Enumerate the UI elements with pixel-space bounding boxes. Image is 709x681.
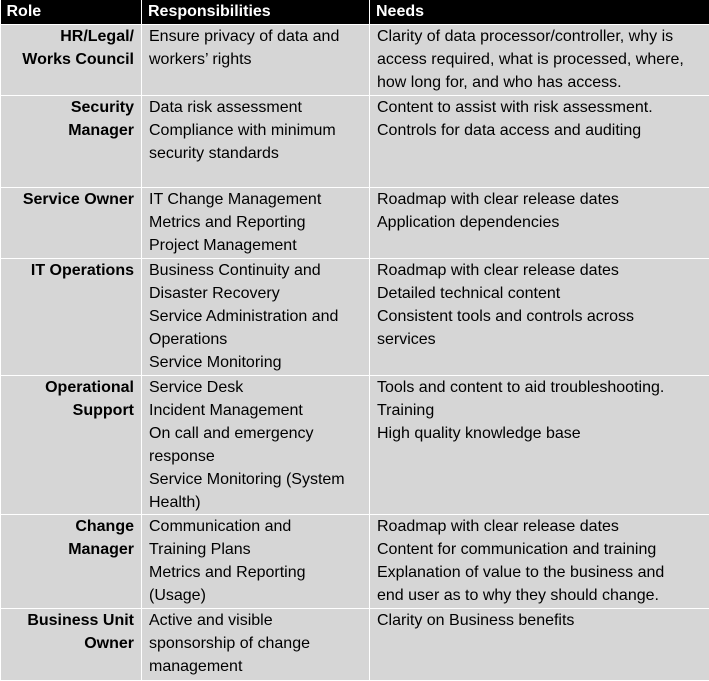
needs-cell — [370, 609, 709, 681]
table-header-row — [1, 0, 709, 25]
responsibilities-text-line: Service Monitoring (System — [149, 468, 363, 491]
responsibilities-text-line: IT Change Management — [149, 188, 363, 211]
needs-text-line: Roadmap with clear release dates — [377, 188, 703, 211]
table-row — [1, 609, 709, 681]
responsibilities-cell — [142, 96, 370, 188]
responsibilities-text-line: Business Continuity and — [149, 259, 363, 282]
responsibilities-text-line: Operations — [149, 328, 363, 351]
responsibilities-text-line: management — [149, 655, 363, 678]
needs-cell — [370, 96, 709, 188]
needs-text-line: Content for communication and training — [377, 538, 703, 561]
needs-text-line: Content to assist with risk assessment. — [377, 96, 703, 119]
responsibilities-text-line: Compliance with minimum — [149, 119, 363, 142]
role-cell — [1, 25, 142, 96]
responsibilities-text-line: Service Desk — [149, 376, 363, 399]
header-needs: Needs — [370, 0, 709, 25]
role-text-line: Works Council — [8, 48, 134, 71]
role-cell — [1, 96, 142, 188]
table-row — [1, 515, 709, 609]
responsibilities-text-line: response — [149, 445, 363, 468]
role-text-line: Owner — [8, 632, 134, 655]
role-text-line: Support — [8, 399, 134, 422]
role-text-line: Operational — [8, 376, 134, 399]
responsibilities-text-line: Service Administration and — [149, 305, 363, 328]
needs-text-line: how long for, and who has access. — [377, 71, 703, 94]
needs-text-line: Explanation of value to the business and — [377, 561, 703, 584]
responsibilities-text-line: Health) — [149, 491, 363, 514]
role-cell — [1, 515, 142, 609]
header-role: Role — [1, 0, 142, 25]
needs-text-line: services — [377, 328, 703, 351]
responsibilities-text-line: sponsorship of change — [149, 632, 363, 655]
role-cell — [1, 609, 142, 681]
table-row — [1, 259, 709, 376]
responsibilities-cell — [142, 259, 370, 376]
needs-text-line: High quality knowledge base — [377, 422, 703, 445]
responsibilities-text-line: On call and emergency — [149, 422, 363, 445]
responsibilities-text-line: (Usage) — [149, 584, 363, 607]
role-cell — [1, 259, 142, 376]
role-text-line: Security — [8, 96, 134, 119]
responsibilities-text-line: Communication and — [149, 515, 363, 538]
needs-text-line: end user as to why they should change. — [377, 584, 703, 607]
needs-cell — [370, 25, 709, 96]
responsibilities-text-line: security standards — [149, 142, 363, 165]
responsibilities-cell — [142, 515, 370, 609]
responsibilities-text-line: Metrics and Reporting — [149, 561, 363, 584]
needs-text-line: Clarity on Business benefits — [377, 609, 703, 632]
responsibilities-cell — [142, 376, 370, 515]
needs-cell — [370, 259, 709, 376]
role-cell — [1, 376, 142, 515]
role-cell — [1, 188, 142, 259]
needs-text-line: Roadmap with clear release dates — [377, 515, 703, 538]
responsibilities-cell — [142, 609, 370, 681]
role-text-line: Service Owner — [8, 188, 134, 211]
needs-text-line: Consistent tools and controls across — [377, 305, 703, 328]
responsibilities-text-line: Service Monitoring — [149, 351, 363, 374]
responsibilities-cell — [142, 25, 370, 96]
role-text-line: Business Unit — [8, 609, 134, 632]
role-text-line: HR/Legal/ — [8, 25, 134, 48]
role-text-line: Manager — [8, 538, 134, 561]
responsibilities-text-line: Ensure privacy of data and — [149, 25, 363, 48]
responsibilities-text-line: Metrics and Reporting — [149, 211, 363, 234]
needs-text-line: Detailed technical content — [377, 282, 703, 305]
responsibilities-text-line: Disaster Recovery — [149, 282, 363, 305]
responsibilities-text-line: Data risk assessment — [149, 96, 363, 119]
table-row — [1, 376, 709, 515]
table-row — [1, 96, 709, 188]
header-responsibilities: Responsibilities — [142, 0, 370, 25]
needs-cell — [370, 515, 709, 609]
needs-text-line: Application dependencies — [377, 211, 703, 234]
needs-cell — [370, 376, 709, 515]
needs-text-line: Training — [377, 399, 703, 422]
needs-text-line: Tools and content to aid troubleshooting. — [377, 376, 703, 399]
responsibilities-text-line: Project Management — [149, 234, 363, 257]
table-row — [1, 25, 709, 96]
needs-text-line: access required, what is processed, where, — [377, 48, 703, 71]
responsibilities-text-line: Training Plans — [149, 538, 363, 561]
needs-text-line: Controls for data access and auditing — [377, 119, 703, 142]
needs-text-line: Clarity of data processor/controller, why is — [377, 25, 703, 48]
role-text-line: Manager — [8, 119, 134, 142]
role-text-line: Change — [8, 515, 134, 538]
responsibilities-text-line: workers’ rights — [149, 48, 363, 71]
needs-text-line: Roadmap with clear release dates — [377, 259, 703, 282]
responsibilities-text-line: Incident Management — [149, 399, 363, 422]
table-row — [1, 188, 709, 259]
needs-cell — [370, 188, 709, 259]
responsibilities-text-line: Active and visible — [149, 609, 363, 632]
role-text-line: IT Operations — [8, 259, 134, 282]
responsibilities-cell — [142, 188, 370, 259]
